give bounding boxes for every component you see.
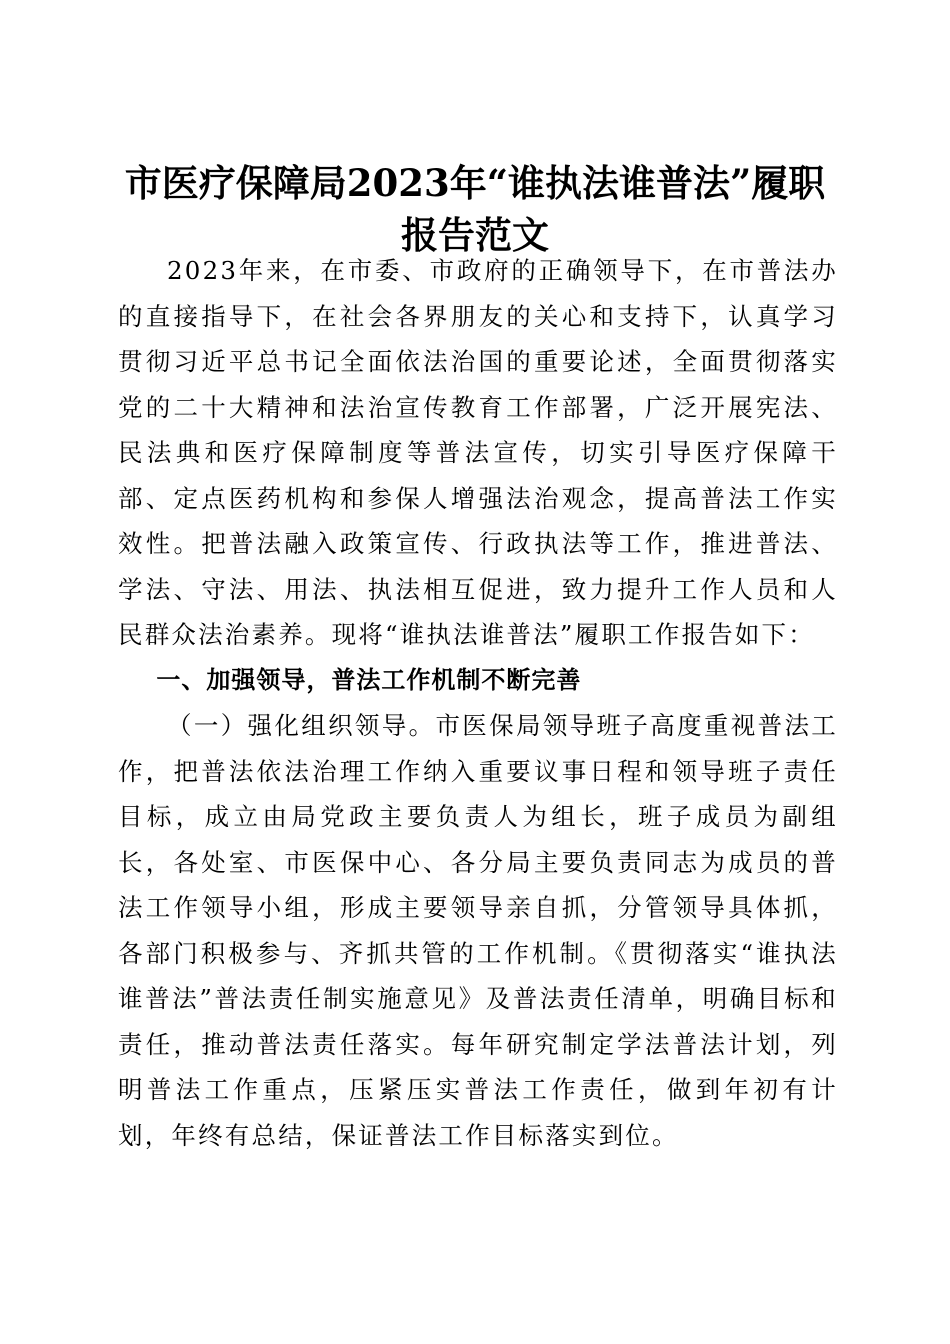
document-title — [100, 157, 850, 261]
title-line-2: 报告范文 — [401, 212, 549, 257]
intro-paragraph: 2023年来，在市委、市政府的正确领导下，在市普法办的直接指导下，在社会各界朋友的关心和支持下，认真学习贯彻习近平总书记全面依法治国的重要论述，全面贯彻落实党的二十大精神和法治宣传教育工作部署，广泛开展宪法、民法典和医疗保障制度等普法宣传，切实引导医疗保障干部、定点医药机构和参保人增强法治观念，提高普法工作实效性。把普法融入政策宣传、行政执法等工作，推进普法、学法、守法、用法、执法相互促进，致力提升工作人员和人民群众法治素养。现将“谁执法谁普法”履职工作报告如下： — [118, 256, 838, 649]
section-heading-1: 一、加强领导，普法工作机制不断完善 — [156, 665, 582, 694]
title-line-1: 市医疗保障局2023年“谁执法谁普法”履职 — [124, 160, 826, 205]
section-1-paragraph-1: （一）强化组织领导。市医保局领导班子高度重视普法工作，把普法依法治理工作纳入重要议事日程和领导班子责任目标，成立由局党政主要负责人为组长，班子成员为副组长，各处室、市医保中心、各分局主要负责同志为成员的普法工作领导小组，形成主要领导亲自抓，分管领导具体抓，各部门积极参与、齐抓共管的工作机制。《贯彻落实“谁执法谁普法”普法责任制实施意见》及普法责任清单，明确目标和责任，推动普法责任落实。每年研究制定学法普法计划，列明普法工作重点，压紧压实普法工作责任，做到年初有计划，年终有总结，保证普法工作目标落实到位。 — [118, 711, 838, 1150]
document-body — [118, 248, 838, 1158]
